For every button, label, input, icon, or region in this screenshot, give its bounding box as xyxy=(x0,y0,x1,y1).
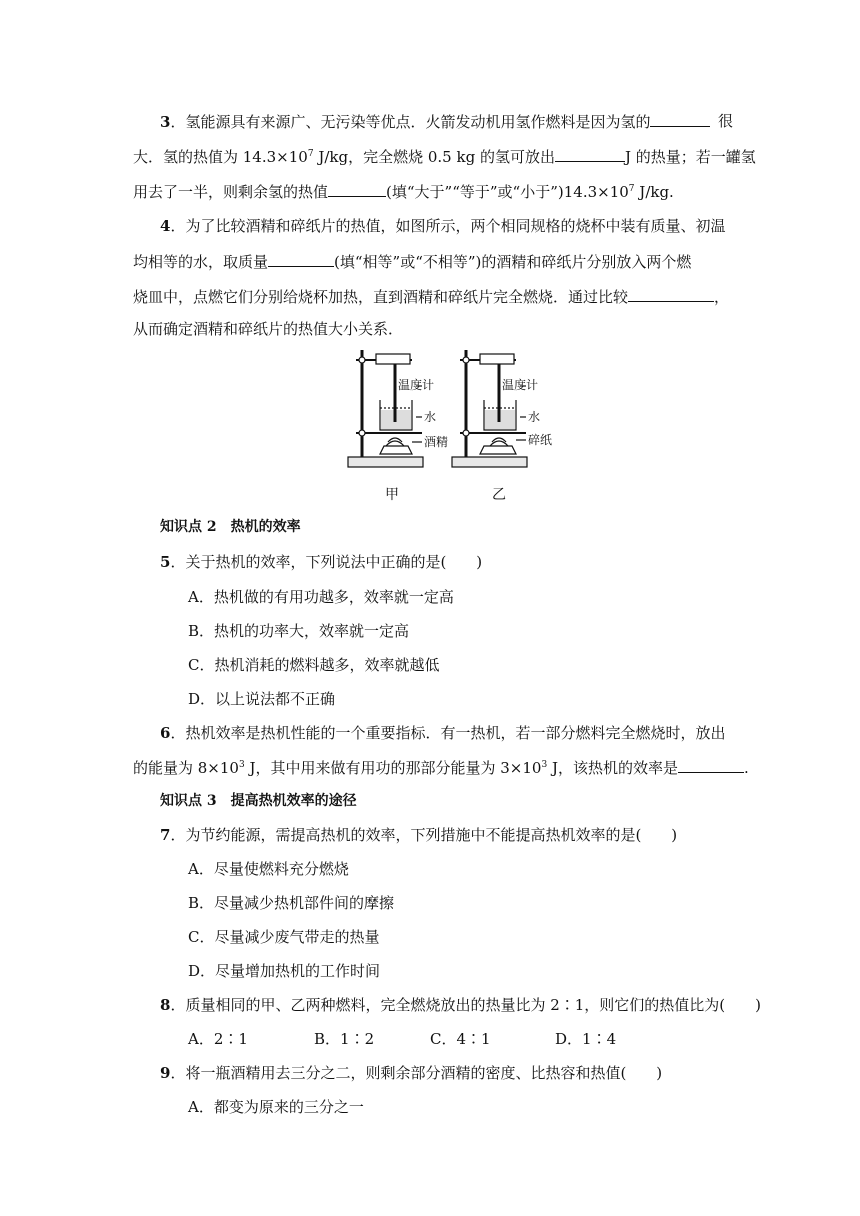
q3-line3 xyxy=(133,180,674,203)
answer-blank[interactable] xyxy=(328,180,386,197)
left-water-label: 水 xyxy=(424,410,437,424)
caption-left: 甲 xyxy=(385,487,399,503)
q6-text: 的能量为 8×10 xyxy=(133,759,239,777)
q7-text: ．为节约能源，需提高热机的效率，下列措施中不能提高热机效率的是( ) xyxy=(170,826,678,844)
q8-option-d[interactable]: D．1∶4 xyxy=(555,1030,617,1048)
section-label: 知识点 2 xyxy=(160,519,217,535)
q3-text: (填“大于”“等于”或“小于”)14.3×10 xyxy=(386,183,629,201)
apparatus-drawing xyxy=(340,342,560,502)
q8-option-c[interactable]: C．4∶1 xyxy=(430,1030,491,1048)
question-number: 5 xyxy=(160,553,171,571)
q6-text: J，该热机的效率是 xyxy=(547,759,678,777)
right-thermometer-label: 温度计 xyxy=(502,378,539,392)
left-base xyxy=(348,457,423,467)
q5-option-d[interactable]: D．以上说法都不正确 xyxy=(188,690,336,708)
right-water-label: 水 xyxy=(528,410,541,424)
q4-text: (填“相等”或“不相等”)的酒精和碎纸片分别放入两个燃 xyxy=(334,253,692,271)
q7-option-d[interactable]: D．尽量增加热机的工作时间 xyxy=(188,962,381,980)
q4-text: 烧皿中，点燃它们分别给烧杯加热，直到酒精和碎纸片完全燃烧．通过比较 xyxy=(133,288,629,306)
question-number: 7 xyxy=(160,826,171,844)
section-heading xyxy=(160,516,301,538)
answer-blank[interactable] xyxy=(628,285,714,302)
q6-text: ．热机效率是热机性能的一个重要指标．有一热机，若一部分燃料完全燃烧时，放出 xyxy=(170,724,726,742)
q7-option-a[interactable]: A．尽量使燃料充分燃烧 xyxy=(188,860,349,878)
q4-text: 均相等的水，取质量 xyxy=(133,253,269,271)
left-thermometer-label: 温度计 xyxy=(398,378,435,392)
q9-text: ．将一瓶酒精用去三分之二，则剩余部分酒精的密度、比热容和热值( ) xyxy=(170,1064,663,1082)
q8-option-b[interactable]: B．1∶2 xyxy=(314,1030,375,1048)
q4-line3 xyxy=(133,285,729,308)
q5-text: ．关于热机的效率，下列说法中正确的是( ) xyxy=(170,553,483,571)
q3-line1-end: 很 xyxy=(718,112,734,130)
q4-text: ， xyxy=(714,288,730,306)
right-burner xyxy=(480,446,516,454)
q3-text: ．氢能源具有来源广、无污染等优点．火箭发动机用氢作燃料是因为氢的 xyxy=(170,113,651,131)
q9-option-a[interactable]: A．都变为原来的三分之一 xyxy=(188,1098,364,1116)
q3-text: J/kg，完全燃烧 0.5 kg 的氢可放出 xyxy=(313,148,555,166)
section-label: 知识点 3 xyxy=(160,793,217,809)
q5-option-c[interactable]: C．热机消耗的燃料越多，效率就越低 xyxy=(188,656,440,674)
right-base xyxy=(452,457,527,467)
q3-text: J 的热量；若一罐氢 xyxy=(624,148,756,166)
exponent: 3 xyxy=(238,760,245,770)
q4-line1 xyxy=(160,215,725,237)
q7-stem xyxy=(160,824,677,846)
q3-text: 大．氢的热值为 14.3×10 xyxy=(133,148,308,166)
q7-option-c[interactable]: C．尽量减少废气带走的热量 xyxy=(188,928,380,946)
section-title: 提高热机效率的途径 xyxy=(230,793,357,809)
q3-line1 xyxy=(160,110,710,133)
left-fuel-label: 酒精 xyxy=(424,435,449,449)
question-number: 9 xyxy=(160,1064,171,1082)
exponent: 7 xyxy=(628,184,635,194)
q5-option-a[interactable]: A．热机做的有用功越多，效率就一定高 xyxy=(188,588,454,606)
exponent: 3 xyxy=(541,760,548,770)
q4-line4: 从而确定酒精和碎纸片的热值大小关系． xyxy=(133,320,404,338)
q4-line2 xyxy=(133,250,691,273)
q3-line2 xyxy=(133,145,756,168)
experiment-figure xyxy=(340,342,560,502)
q8-stem xyxy=(160,994,761,1016)
question-number: 8 xyxy=(160,996,171,1014)
q6-text: . xyxy=(743,759,749,777)
answer-blank[interactable] xyxy=(678,756,744,773)
q8-text: ．质量相同的甲、乙两种燃料，完全燃烧放出的热量比为 2∶1，则它们的热值比为( ) xyxy=(170,996,762,1014)
section-heading xyxy=(160,790,357,812)
q3-text: 用去了一半，则剩余氢的热值 xyxy=(133,183,329,201)
q3-text: J/kg. xyxy=(634,183,674,201)
exponent: 7 xyxy=(307,149,314,159)
answer-blank[interactable] xyxy=(268,250,334,267)
q6-line1 xyxy=(160,722,725,744)
section-title: 热机的效率 xyxy=(230,519,301,535)
left-burner xyxy=(380,446,412,454)
answer-blank[interactable] xyxy=(650,110,710,127)
q5-stem xyxy=(160,551,482,573)
q6-text: J，其中用来做有用功的那部分能量为 3×10 xyxy=(244,759,542,777)
q6-line2 xyxy=(133,756,749,779)
q9-stem xyxy=(160,1062,662,1084)
q7-option-b[interactable]: B．尽量减少热机部件间的摩擦 xyxy=(188,894,395,912)
question-number: 4 xyxy=(160,217,171,235)
caption-right: 乙 xyxy=(492,487,506,503)
q4-text: ．为了比较酒精和碎纸片的热值，如图所示，两个相同规格的烧杯中装有质量、初温 xyxy=(170,217,726,235)
answer-blank[interactable] xyxy=(555,145,625,162)
q5-option-b[interactable]: B．热机的功率大，效率就一定高 xyxy=(188,622,410,640)
question-number: 6 xyxy=(160,724,171,742)
right-fuel-label: 碎纸 xyxy=(528,433,553,447)
question-number: 3 xyxy=(160,113,171,131)
q8-option-a[interactable]: A．2∶1 xyxy=(188,1030,248,1048)
